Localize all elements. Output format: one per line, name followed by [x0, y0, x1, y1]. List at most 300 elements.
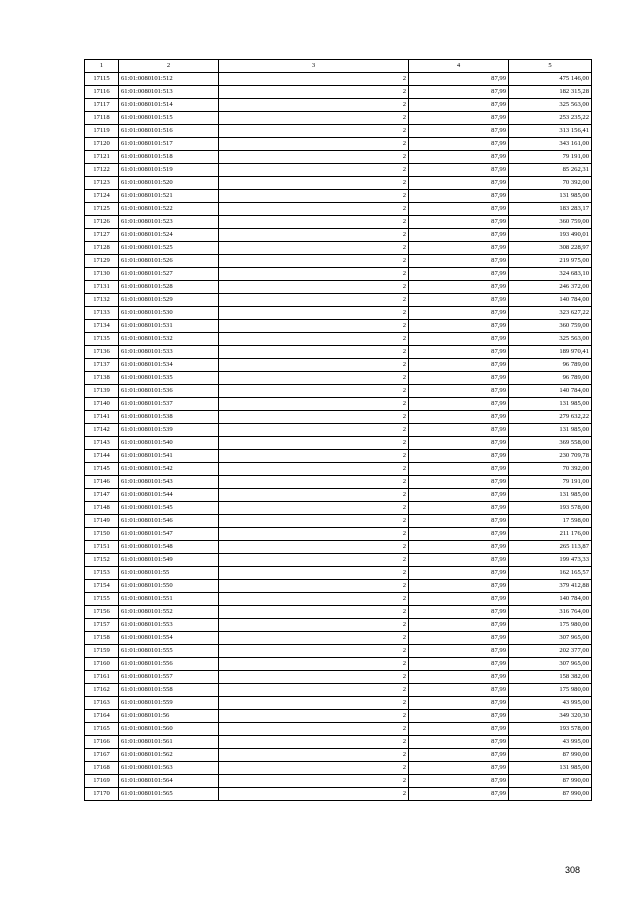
table-cell-col-5: 199 473,33: [509, 554, 592, 567]
table-row: [85, 424, 592, 437]
table-cell-col-3: 2: [219, 99, 409, 112]
table-row: [85, 619, 592, 632]
table-cell-col-3: 2: [219, 359, 409, 372]
table-cell-col-1: 17121: [85, 151, 119, 164]
table-row: [85, 593, 592, 606]
table-cell-col-3: 2: [219, 112, 409, 125]
table-cell-col-2: 61:01:0080101:562: [119, 749, 219, 762]
table-cell-col-3: 2: [219, 619, 409, 632]
table-row: [85, 710, 592, 723]
table-cell-col-3: 2: [219, 736, 409, 749]
table-row: [85, 112, 592, 125]
table-row: [85, 164, 592, 177]
table-cell-col-5: 193 578,00: [509, 723, 592, 736]
table-cell-col-2: 61:01:0080101:541: [119, 450, 219, 463]
header-cell-4: 4: [409, 60, 509, 73]
table-cell-col-3: 2: [219, 606, 409, 619]
table-row: [85, 99, 592, 112]
table-row: [85, 73, 592, 86]
table-row: [85, 645, 592, 658]
table-cell-col-4: 87,99: [409, 281, 509, 294]
table-cell-col-4: 87,99: [409, 424, 509, 437]
table-cell-col-1: 17160: [85, 658, 119, 671]
table-cell-col-2: 61:01:0080101:530: [119, 307, 219, 320]
table-cell-col-4: 87,99: [409, 151, 509, 164]
table-row: [85, 216, 592, 229]
table-row: [85, 528, 592, 541]
table-cell-col-2: 61:01:0080101:528: [119, 281, 219, 294]
table-cell-col-3: 2: [219, 632, 409, 645]
table-row: [85, 515, 592, 528]
table-row: [85, 502, 592, 515]
table-cell-col-1: 17142: [85, 424, 119, 437]
table-row: [85, 177, 592, 190]
table-row: [85, 125, 592, 138]
table-cell-col-3: 2: [219, 749, 409, 762]
table-cell-col-5: 87 990,00: [509, 775, 592, 788]
table-cell-col-3: 2: [219, 242, 409, 255]
table-cell-col-5: 349 320,30: [509, 710, 592, 723]
table-cell-col-2: 61:01:0080101:526: [119, 255, 219, 268]
table-cell-col-2: 61:01:0080101:547: [119, 528, 219, 541]
table-cell-col-5: 131 985,00: [509, 762, 592, 775]
table-cell-col-4: 87,99: [409, 385, 509, 398]
table-cell-col-4: 87,99: [409, 593, 509, 606]
table-cell-col-2: 61:01:0080101:537: [119, 398, 219, 411]
table-cell-col-4: 87,99: [409, 645, 509, 658]
table-cell-col-5: 85 262,31: [509, 164, 592, 177]
table-cell-col-5: 43 995,00: [509, 697, 592, 710]
table-cell-col-5: 369 558,00: [509, 437, 592, 450]
table-row: [85, 476, 592, 489]
table-cell-col-2: 61:01:0080101:518: [119, 151, 219, 164]
table-cell-col-1: 17154: [85, 580, 119, 593]
table-cell-col-5: 140 784,00: [509, 294, 592, 307]
table-cell-col-1: 17139: [85, 385, 119, 398]
table-cell-col-5: 323 627,22: [509, 307, 592, 320]
table-row: [85, 346, 592, 359]
table-cell-col-2: 61:01:0080101:520: [119, 177, 219, 190]
table-cell-col-3: 2: [219, 320, 409, 333]
table-cell-col-1: 17147: [85, 489, 119, 502]
table-cell-col-1: 17130: [85, 268, 119, 281]
table-cell-col-4: 87,99: [409, 502, 509, 515]
table-cell-col-3: 2: [219, 73, 409, 86]
table-cell-col-2: 61:01:0080101:554: [119, 632, 219, 645]
table-cell-col-5: 183 283,17: [509, 203, 592, 216]
table-cell-col-1: 17148: [85, 502, 119, 515]
table-cell-col-3: 2: [219, 164, 409, 177]
table-cell-col-3: 2: [219, 229, 409, 242]
table-cell-col-2: 61:01:0080101:560: [119, 723, 219, 736]
table-row: [85, 580, 592, 593]
header-cell-5: 5: [509, 60, 592, 73]
table-cell-col-4: 87,99: [409, 489, 509, 502]
table-cell-col-4: 87,99: [409, 359, 509, 372]
table-row: [85, 229, 592, 242]
table-cell-col-1: 17145: [85, 463, 119, 476]
table-cell-col-5: 70 392,00: [509, 177, 592, 190]
table-cell-col-5: 17 598,00: [509, 515, 592, 528]
table-cell-col-5: 219 975,00: [509, 255, 592, 268]
table-cell-col-4: 87,99: [409, 73, 509, 86]
table-cell-col-2: 61:01:0080101:549: [119, 554, 219, 567]
table-cell-col-5: 79 191,00: [509, 476, 592, 489]
table-row: [85, 268, 592, 281]
table-cell-col-1: 17120: [85, 138, 119, 151]
table-cell-col-5: 182 315,28: [509, 86, 592, 99]
table-cell-col-3: 2: [219, 437, 409, 450]
table-cell-col-3: 2: [219, 398, 409, 411]
table-cell-col-4: 87,99: [409, 216, 509, 229]
table-cell-col-4: 87,99: [409, 476, 509, 489]
table-cell-col-2: 61:01:0080101:512: [119, 73, 219, 86]
table-cell-col-4: 87,99: [409, 710, 509, 723]
table-cell-col-1: 17167: [85, 749, 119, 762]
table-cell-col-5: 70 392,00: [509, 463, 592, 476]
table-cell-col-2: 61:01:0080101:557: [119, 671, 219, 684]
table-cell-col-4: 87,99: [409, 320, 509, 333]
table-cell-col-4: 87,99: [409, 333, 509, 346]
table-cell-col-4: 87,99: [409, 86, 509, 99]
table-cell-col-4: 87,99: [409, 515, 509, 528]
table-row: [85, 606, 592, 619]
table-cell-col-4: 87,99: [409, 268, 509, 281]
table-cell-col-2: 61:01:0080101:524: [119, 229, 219, 242]
table-cell-col-2: 61:01:0080101:555: [119, 645, 219, 658]
table-cell-col-3: 2: [219, 671, 409, 684]
table-cell-col-3: 2: [219, 450, 409, 463]
header-cell-3: 3: [219, 60, 409, 73]
table-cell-col-5: 307 965,00: [509, 658, 592, 671]
table-cell-col-1: 17138: [85, 372, 119, 385]
table-cell-col-2: 61:01:0080101:523: [119, 216, 219, 229]
table-cell-col-2: 61:01:0080101:532: [119, 333, 219, 346]
table-cell-col-3: 2: [219, 346, 409, 359]
table-cell-col-3: 2: [219, 216, 409, 229]
table-cell-col-1: 17132: [85, 294, 119, 307]
table-cell-col-4: 87,99: [409, 138, 509, 151]
table-cell-col-3: 2: [219, 502, 409, 515]
table-cell-col-3: 2: [219, 177, 409, 190]
table-cell-col-5: 193 578,00: [509, 502, 592, 515]
table-cell-col-1: 17170: [85, 788, 119, 801]
table-cell-col-1: 17118: [85, 112, 119, 125]
table-cell-col-2: 61:01:0080101:525: [119, 242, 219, 255]
table-row: [85, 294, 592, 307]
table-cell-col-2: 61:01:0080101:539: [119, 424, 219, 437]
header-cell-2: 2: [119, 60, 219, 73]
table-cell-col-4: 87,99: [409, 229, 509, 242]
table-row: [85, 138, 592, 151]
table-cell-col-2: 61:01:0080101:536: [119, 385, 219, 398]
table-row: [85, 697, 592, 710]
table-cell-col-1: 17159: [85, 645, 119, 658]
table-cell-col-2: 61:01:0080101:538: [119, 411, 219, 424]
table-cell-col-5: 131 985,00: [509, 489, 592, 502]
table-cell-col-3: 2: [219, 541, 409, 554]
table-row: [85, 749, 592, 762]
table-cell-col-1: 17137: [85, 359, 119, 372]
table-cell-col-4: 87,99: [409, 177, 509, 190]
table-cell-col-4: 87,99: [409, 112, 509, 125]
table-cell-col-1: 17129: [85, 255, 119, 268]
table-cell-col-4: 87,99: [409, 294, 509, 307]
table-cell-col-4: 87,99: [409, 450, 509, 463]
table-cell-col-1: 17155: [85, 593, 119, 606]
table-cell-col-5: 87 990,00: [509, 788, 592, 801]
table-cell-col-5: 279 632,22: [509, 411, 592, 424]
table-cell-col-2: 61:01:0080101:540: [119, 437, 219, 450]
table-cell-col-4: 87,99: [409, 307, 509, 320]
table-cell-col-1: 17127: [85, 229, 119, 242]
table-cell-col-1: 17119: [85, 125, 119, 138]
table-header-row: [85, 60, 592, 73]
table-cell-col-4: 87,99: [409, 788, 509, 801]
table-row: [85, 242, 592, 255]
table-cell-col-2: 61:01:0080101:535: [119, 372, 219, 385]
table-cell-col-2: 61:01:0080101:545: [119, 502, 219, 515]
table-cell-col-1: 17136: [85, 346, 119, 359]
table-cell-col-1: 17116: [85, 86, 119, 99]
table-cell-col-1: 17152: [85, 554, 119, 567]
table-row: [85, 632, 592, 645]
table-cell-col-5: 140 784,00: [509, 593, 592, 606]
table-cell-col-3: 2: [219, 528, 409, 541]
table-cell-col-5: 316 764,00: [509, 606, 592, 619]
table-cell-col-4: 87,99: [409, 567, 509, 580]
table-cell-col-4: 87,99: [409, 372, 509, 385]
table-cell-col-5: 308 228,97: [509, 242, 592, 255]
table-row: [85, 151, 592, 164]
table-cell-col-4: 87,99: [409, 671, 509, 684]
table-cell-col-1: 17134: [85, 320, 119, 333]
table-cell-col-1: 17153: [85, 567, 119, 580]
table-cell-col-2: 61:01:0080101:514: [119, 99, 219, 112]
table-cell-col-1: 17125: [85, 203, 119, 216]
table-cell-col-4: 87,99: [409, 658, 509, 671]
table-cell-col-4: 87,99: [409, 437, 509, 450]
table-cell-col-3: 2: [219, 723, 409, 736]
table-cell-col-3: 2: [219, 580, 409, 593]
table-cell-col-4: 87,99: [409, 619, 509, 632]
table-cell-col-1: 17164: [85, 710, 119, 723]
table-cell-col-2: 61:01:0080101:556: [119, 658, 219, 671]
table-cell-col-3: 2: [219, 424, 409, 437]
table-cell-col-1: 17162: [85, 684, 119, 697]
table-cell-col-1: 17122: [85, 164, 119, 177]
table-row: [85, 450, 592, 463]
table-cell-col-3: 2: [219, 255, 409, 268]
table-cell-col-3: 2: [219, 515, 409, 528]
table-cell-col-2: 61:01:0080101:553: [119, 619, 219, 632]
table-cell-col-5: 202 377,00: [509, 645, 592, 658]
table-row: [85, 86, 592, 99]
table-cell-col-5: 175 980,00: [509, 684, 592, 697]
table-cell-col-3: 2: [219, 411, 409, 424]
table-cell-col-3: 2: [219, 697, 409, 710]
table-cell-col-3: 2: [219, 268, 409, 281]
table-cell-col-2: 61:01:0080101:548: [119, 541, 219, 554]
table-cell-col-3: 2: [219, 86, 409, 99]
table-cell-col-4: 87,99: [409, 99, 509, 112]
table-cell-col-5: 96 789,00: [509, 359, 592, 372]
table-cell-col-2: 61:01:0080101:527: [119, 268, 219, 281]
table-cell-col-5: 193 490,01: [509, 229, 592, 242]
table-cell-col-5: 131 985,00: [509, 424, 592, 437]
table-cell-col-5: 96 789,00: [509, 372, 592, 385]
table-cell-col-5: 253 235,22: [509, 112, 592, 125]
table-cell-col-4: 87,99: [409, 762, 509, 775]
header-cell-1: 1: [85, 60, 119, 73]
table-cell-col-3: 2: [219, 138, 409, 151]
table-cell-col-1: 17143: [85, 437, 119, 450]
table-cell-col-2: 61:01:0080101:517: [119, 138, 219, 151]
table-cell-col-2: 61:01:0080101:56: [119, 710, 219, 723]
table-cell-col-1: 17149: [85, 515, 119, 528]
table-cell-col-5: 324 683,10: [509, 268, 592, 281]
table-cell-col-1: 17133: [85, 307, 119, 320]
table-cell-col-2: 61:01:0080101:521: [119, 190, 219, 203]
table-cell-col-3: 2: [219, 710, 409, 723]
table-cell-col-4: 87,99: [409, 398, 509, 411]
table-cell-col-5: 162 165,57: [509, 567, 592, 580]
table-cell-col-2: 61:01:0080101:550: [119, 580, 219, 593]
table-cell-col-4: 87,99: [409, 125, 509, 138]
table-cell-col-5: 325 563,00: [509, 333, 592, 346]
table-cell-col-4: 87,99: [409, 580, 509, 593]
table-cell-col-2: 61:01:0080101:522: [119, 203, 219, 216]
table-cell-col-2: 61:01:0080101:559: [119, 697, 219, 710]
table-cell-col-5: 343 161,00: [509, 138, 592, 151]
table-cell-col-1: 17150: [85, 528, 119, 541]
table-cell-col-1: 17135: [85, 333, 119, 346]
table-row: [85, 307, 592, 320]
table-row: [85, 567, 592, 580]
table-row: [85, 190, 592, 203]
table-row: [85, 411, 592, 424]
table-cell-col-1: 17161: [85, 671, 119, 684]
table-cell-col-1: 17126: [85, 216, 119, 229]
table-cell-col-4: 87,99: [409, 411, 509, 424]
table-cell-col-2: 61:01:0080101:533: [119, 346, 219, 359]
table-cell-col-1: 17123: [85, 177, 119, 190]
table-row: [85, 723, 592, 736]
table-row: [85, 736, 592, 749]
table-cell-col-3: 2: [219, 463, 409, 476]
table-cell-col-3: 2: [219, 684, 409, 697]
table-cell-col-3: 2: [219, 645, 409, 658]
table-cell-col-5: 79 191,00: [509, 151, 592, 164]
table-cell-col-2: 61:01:0080101:546: [119, 515, 219, 528]
table-cell-col-4: 87,99: [409, 528, 509, 541]
table-cell-col-5: 131 985,00: [509, 190, 592, 203]
table-row: [85, 281, 592, 294]
table-cell-col-3: 2: [219, 593, 409, 606]
table-cell-col-5: 230 709,78: [509, 450, 592, 463]
table-cell-col-2: 61:01:0080101:543: [119, 476, 219, 489]
table-cell-col-4: 87,99: [409, 463, 509, 476]
table-cell-col-3: 2: [219, 125, 409, 138]
table-cell-col-1: 17151: [85, 541, 119, 554]
table-cell-col-5: 131 985,00: [509, 398, 592, 411]
page-number: 308: [565, 865, 581, 875]
table-cell-col-2: 61:01:0080101:552: [119, 606, 219, 619]
table-cell-col-5: 360 759,00: [509, 320, 592, 333]
data-table: [84, 59, 592, 801]
table-cell-col-4: 87,99: [409, 736, 509, 749]
table-cell-col-5: 379 412,88: [509, 580, 592, 593]
table-cell-col-4: 87,99: [409, 606, 509, 619]
table-cell-col-2: 61:01:0080101:515: [119, 112, 219, 125]
table-cell-col-4: 87,99: [409, 554, 509, 567]
table-cell-col-2: 61:01:0080101:542: [119, 463, 219, 476]
table-row: [85, 684, 592, 697]
table-cell-col-1: 17115: [85, 73, 119, 86]
table-cell-col-4: 87,99: [409, 242, 509, 255]
table-cell-col-4: 87,99: [409, 723, 509, 736]
table-cell-col-5: 43 995,00: [509, 736, 592, 749]
table-cell-col-5: 246 372,00: [509, 281, 592, 294]
table-cell-col-2: 61:01:0080101:529: [119, 294, 219, 307]
table-cell-col-1: 17117: [85, 99, 119, 112]
table-cell-col-3: 2: [219, 567, 409, 580]
table-cell-col-3: 2: [219, 203, 409, 216]
table-cell-col-5: 140 784,00: [509, 385, 592, 398]
table-cell-col-2: 61:01:0080101:544: [119, 489, 219, 502]
table-cell-col-1: 17169: [85, 775, 119, 788]
table-cell-col-1: 17144: [85, 450, 119, 463]
table-cell-col-5: 325 563,00: [509, 99, 592, 112]
table-cell-col-2: 61:01:0080101:516: [119, 125, 219, 138]
table-cell-col-1: 17158: [85, 632, 119, 645]
table-cell-col-5: 475 146,00: [509, 73, 592, 86]
table-cell-col-4: 87,99: [409, 203, 509, 216]
table-cell-col-4: 87,99: [409, 684, 509, 697]
table-cell-col-4: 87,99: [409, 346, 509, 359]
table-cell-col-1: 17166: [85, 736, 119, 749]
table-cell-col-3: 2: [219, 151, 409, 164]
table-cell-col-5: 360 759,00: [509, 216, 592, 229]
table-cell-col-3: 2: [219, 489, 409, 502]
table-cell-col-1: 17165: [85, 723, 119, 736]
table-cell-col-5: 87 990,00: [509, 749, 592, 762]
table-cell-col-3: 2: [219, 281, 409, 294]
table-cell-col-3: 2: [219, 658, 409, 671]
table-row: [85, 255, 592, 268]
table-body: [85, 60, 592, 801]
table-cell-col-2: 61:01:0080101:513: [119, 86, 219, 99]
table-row: [85, 541, 592, 554]
table-cell-col-4: 87,99: [409, 632, 509, 645]
table-cell-col-5: 265 113,87: [509, 541, 592, 554]
table-cell-col-4: 87,99: [409, 697, 509, 710]
table-cell-col-1: 17128: [85, 242, 119, 255]
table-cell-col-4: 87,99: [409, 775, 509, 788]
table-row: [85, 333, 592, 346]
table-cell-col-5: 158 382,00: [509, 671, 592, 684]
table-cell-col-3: 2: [219, 372, 409, 385]
table-row: [85, 398, 592, 411]
table-cell-col-3: 2: [219, 775, 409, 788]
table-cell-col-5: 307 965,00: [509, 632, 592, 645]
table-row: [85, 372, 592, 385]
table-cell-col-1: 17156: [85, 606, 119, 619]
table-cell-col-2: 61:01:0080101:534: [119, 359, 219, 372]
table-cell-col-2: 61:01:0080101:564: [119, 775, 219, 788]
table-cell-col-2: 61:01:0080101:563: [119, 762, 219, 775]
table-row: [85, 437, 592, 450]
